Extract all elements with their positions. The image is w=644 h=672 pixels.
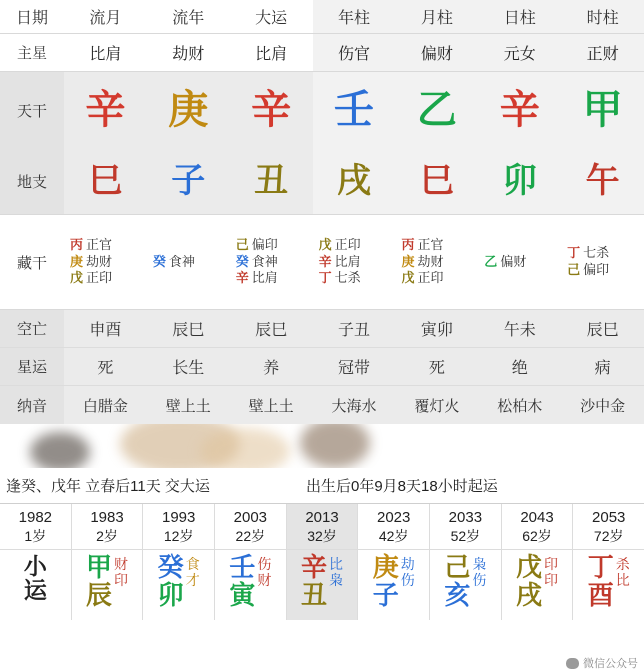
dayun-year-7: 2043: [520, 509, 554, 526]
dayun-ganzhi-char-8-0: 丁: [587, 552, 614, 583]
dayun-ganzhi-6: [444, 554, 470, 609]
zhuxing-cell-6: 正财: [561, 34, 644, 71]
canggan-shen-0-1: 劫财: [86, 253, 113, 269]
dayun-shishen-7: [544, 554, 558, 588]
dayun-column-1[interactable]: [72, 504, 144, 620]
xingyun-label: 星运: [0, 348, 64, 385]
dayun-body-1: [86, 550, 128, 620]
dayun-column-6[interactable]: [430, 504, 502, 620]
kongwang-cell-2: 辰巳: [255, 322, 288, 339]
xingyun-cell-1: 长生: [172, 360, 205, 377]
canggan-line-0-0: [70, 238, 143, 253]
dayun-body-2: [158, 550, 200, 620]
kongwang-label: 空亡: [0, 310, 64, 347]
dizhi-char-6: 午: [585, 162, 620, 200]
dayun-year-5: 2023: [377, 509, 411, 526]
dayun-ganzhi-char-5-1: 子: [372, 579, 399, 610]
xingyun-cell-3: 冠带: [338, 360, 371, 377]
canggan-label: 藏干: [16, 254, 47, 272]
canggan-line-4-1: [401, 255, 474, 270]
dayun-xiaoyun-label-0: 小 运: [23, 553, 47, 604]
dayun-shishen-char-2-1: 才: [185, 572, 200, 589]
canggan-shen-3-2: 七杀: [334, 270, 361, 286]
dayun-shishen-4: [329, 554, 343, 588]
canggan-gan-1-0: 癸: [152, 253, 166, 269]
xingyun-cell-6: 病: [594, 360, 611, 377]
nayin-cell-4: 覆灯火: [414, 397, 460, 415]
dayun-age-5: 42岁: [378, 527, 409, 544]
canggan-shen-3-0: 正印: [334, 236, 361, 252]
kongwang-cell-6: 辰巳: [586, 322, 619, 339]
kongwang-cell-0: 申酉: [89, 322, 122, 339]
canggan-gan-0-0: 丙: [70, 236, 84, 252]
dayun-shishen-char-5-0: 劫: [400, 556, 415, 573]
nayin-cell-1: 壁上土: [165, 397, 211, 415]
dayun-year-3: 2003: [233, 509, 268, 526]
kongwang-cell-4: 寅卯: [420, 322, 453, 339]
kongwang-row: [0, 310, 644, 348]
kongwang-cell-1: 辰巳: [172, 322, 205, 339]
canggan-gan-3-0: 戊: [318, 236, 332, 252]
xingyun-row: [0, 348, 644, 386]
dayun-age-4: 32岁: [307, 527, 337, 544]
dayun-ganzhi-1: [86, 554, 112, 609]
canggan-line-2-2: [236, 271, 309, 286]
canggan-line-5-0: [484, 255, 557, 270]
tiangan-cell-0: [64, 72, 147, 148]
kongwang-cell-3: 子丑: [338, 322, 371, 339]
dayun-ganzhi-char-2-0: 癸: [157, 552, 184, 583]
zhuxing-cell-0: 比肩: [89, 46, 122, 63]
nayin-cell-3: 大海水: [331, 397, 377, 415]
canggan-cell-4: [395, 215, 478, 309]
canggan-line-4-0: [401, 238, 474, 253]
tiangan-char-3: 壬: [334, 88, 374, 132]
tiangan-label: 天干: [0, 72, 64, 148]
canggan-gan-4-0: 丙: [401, 236, 415, 252]
canggan-cell-5: [478, 215, 561, 309]
xingyun-cell-5: 绝: [511, 360, 528, 377]
header-cell-2: 流年: [172, 10, 205, 27]
dayun-year-2: 1993: [161, 509, 196, 526]
dizhi-row: [0, 148, 644, 214]
canggan-shen-4-2: 正印: [417, 270, 444, 286]
dayun-column-7[interactable]: [502, 504, 574, 620]
footer-text: 微信公众号: [583, 658, 638, 670]
dayun-head-5: [377, 504, 410, 549]
dayun-shishen-char-6-1: 伤: [472, 572, 487, 589]
zhuxing-row: [0, 34, 644, 72]
dayun-year-8: 2053: [592, 509, 626, 526]
canggan-line-6-1: [567, 263, 640, 278]
xingyun-cell-2: 养: [263, 360, 280, 377]
dayun-age-6: 52岁: [450, 527, 481, 544]
dayun-age-7: 62岁: [522, 527, 552, 544]
dizhi-char-4: 巳: [419, 162, 454, 200]
tiangan-cell-2: [230, 72, 313, 148]
dayun-ganzhi-4: [301, 554, 327, 609]
canggan-line-1-0: [153, 255, 226, 270]
header-cell-1: 流月: [89, 10, 122, 27]
canggan-gan-2-0: 己: [235, 236, 249, 252]
dizhi-char-5: 卯: [502, 162, 537, 200]
note-right: 出生后0年9月8天18小时起运: [306, 478, 498, 495]
dayun-ganzhi-char-3-1: 寅: [229, 579, 256, 610]
dayun-ganzhi-2: [158, 554, 184, 609]
dayun-body-5: [373, 550, 415, 620]
dayun-shishen-1: [114, 554, 128, 588]
canggan-shen-4-0: 正官: [417, 236, 444, 252]
canggan-shen-0-0: 正官: [86, 236, 113, 252]
canggan-shen-2-1: 食神: [251, 253, 278, 269]
canggan-gan-4-2: 戊: [401, 270, 415, 286]
header-cell-6: 日柱: [478, 0, 561, 33]
zhuxing-label: 主星: [16, 45, 47, 62]
tiangan-cell-6: [561, 72, 644, 148]
dayun-shishen-char-3-1: 财: [257, 572, 272, 589]
dayun-ganzhi-char-1-0: 甲: [86, 552, 113, 583]
canggan-cell-6: [561, 215, 644, 309]
table-header-row: [0, 0, 644, 34]
nayin-cell-0: 白腊金: [82, 397, 128, 415]
dayun-year-0: 1982: [18, 509, 53, 526]
dayun-column-2[interactable]: [143, 504, 215, 620]
tiangan-char-2: 辛: [251, 88, 292, 132]
dayun-shishen-char-1-1: 印: [114, 572, 129, 589]
canggan-gan-0-2: 戊: [70, 270, 84, 286]
canggan-cell-1: [147, 215, 230, 309]
tiangan-cell-5: [478, 72, 561, 148]
nayin-label: 纳音: [0, 386, 64, 424]
dayun-head-0: [19, 504, 52, 549]
canggan-line-6-0: [567, 246, 640, 261]
canggan-gan-4-1: 庚: [401, 253, 415, 269]
dayun-ganzhi-8: [588, 554, 614, 609]
dizhi-char-1: 子: [171, 162, 206, 200]
canggan-shen-3-1: 比肩: [334, 253, 361, 269]
canggan-line-3-1: [319, 255, 392, 270]
dayun-shishen-2: [186, 554, 200, 588]
canggan-line-2-1: [236, 255, 309, 270]
dayun-body-8: [588, 550, 630, 620]
decorative-photo-strip: [0, 424, 644, 468]
dayun-year-6: 2033: [448, 509, 483, 526]
dizhi-char-3: 戌: [337, 162, 371, 200]
header-cell-7: 时柱: [561, 0, 644, 33]
dayun-shishen-char-1-0: 财: [114, 556, 129, 573]
tiangan-char-0: 辛: [85, 88, 126, 132]
zhuxing-cell-1: 劫财: [172, 46, 205, 63]
note-left: 逢癸、戊年 立春后11天 交大运: [6, 478, 210, 495]
canggan-gan-6-1: 己: [567, 262, 581, 277]
canggan-line-4-2: [401, 271, 474, 286]
dayun-ganzhi-5: [373, 554, 399, 609]
tiangan-char-5: 辛: [499, 88, 540, 132]
dayun-shishen-6: [472, 554, 486, 588]
tiangan-char-4: 乙: [416, 88, 457, 132]
dayun-shishen-char-2-0: 食: [185, 556, 200, 573]
zhuxing-cell-5: 元女: [478, 34, 561, 71]
dayun-shishen-char-7-0: 印: [544, 556, 559, 573]
nayin-cell-6: 沙中金: [580, 397, 626, 415]
dayun-ganzhi-char-8-1: 酉: [587, 579, 614, 610]
dayun-ganzhi-char-5-0: 庚: [372, 552, 399, 583]
dayun-head-6: [449, 504, 482, 549]
canggan-gan-5-0: 乙: [484, 253, 498, 269]
dayun-column-5[interactable]: [358, 504, 430, 620]
nayin-row: [0, 386, 644, 424]
dayun-column-8[interactable]: [573, 504, 644, 620]
canggan-gan-2-2: 辛: [235, 270, 249, 286]
canggan-cell-0: [64, 215, 147, 309]
dizhi-char-2: 丑: [254, 162, 289, 200]
dayun-shishen-char-4-0: 比: [329, 556, 344, 573]
dayun-shishen-char-8-1: 比: [615, 572, 630, 589]
dayun-shishen-char-5-1: 伤: [400, 572, 415, 589]
nayin-cell-5: 松柏木: [497, 397, 543, 415]
tiangan-cell-1: [147, 72, 230, 148]
dayun-ganzhi-char-2-1: 卯: [157, 579, 184, 610]
header-cell-5: 月柱: [395, 0, 478, 33]
zhuxing-cell-4: 偏财: [395, 34, 478, 71]
canggan-line-3-2: [319, 271, 392, 286]
dayun-column-4[interactable]: [287, 504, 359, 620]
canggan-shen-4-1: 劫财: [417, 253, 444, 269]
dayun-age-2: 12岁: [163, 527, 194, 544]
dayun-head-2: [162, 504, 195, 549]
canggan-row: [0, 214, 644, 310]
dayun-head-7: [520, 504, 553, 549]
dayun-year-4: 2013: [305, 509, 339, 526]
canggan-cell-3: [313, 215, 396, 309]
dizhi-cell-0: [64, 148, 147, 214]
dayun-shishen-char-6-0: 枭: [472, 556, 487, 573]
canggan-line-3-0: [319, 238, 392, 253]
tiangan-char-6: 甲: [582, 88, 623, 132]
canggan-shen-0-2: 正印: [86, 270, 113, 286]
dayun-body-0: [24, 550, 47, 620]
canggan-line-2-0: [236, 238, 309, 253]
footer: [0, 654, 644, 672]
dizhi-label: 地支: [0, 148, 64, 214]
dayun-body-6: [444, 550, 486, 620]
dayun-year-1: 1983: [90, 509, 124, 526]
header-cell-4: 年柱: [313, 0, 396, 33]
dayun-body-7: [516, 550, 558, 620]
xingyun-cell-4: 死: [428, 360, 445, 377]
dayun-ganzhi-char-6-1: 亥: [444, 579, 471, 610]
canggan-gan-0-1: 庚: [70, 253, 84, 269]
dayun-head-4: [305, 504, 338, 549]
tiangan-char-1: 庚: [168, 88, 209, 132]
tiangan-cell-3: [313, 72, 396, 148]
dayun-shishen-3: [257, 554, 271, 588]
canggan-shen-1-0: 食神: [168, 253, 195, 269]
dizhi-char-0: 巳: [88, 162, 123, 200]
dayun-shishen-char-4-1: 枭: [329, 572, 344, 589]
dayun-ganzhi-char-6-0: 己: [444, 552, 471, 583]
dayun-ganzhi-char-4-0: 辛: [301, 552, 328, 583]
canggan-line-0-2: [70, 271, 143, 286]
canggan-gan-3-1: 辛: [318, 253, 332, 269]
nayin-cell-2: 壁上土: [248, 397, 294, 415]
dayun-column-3[interactable]: [215, 504, 287, 620]
dayun-age-1: 2岁: [96, 527, 118, 544]
header-cell-0: 日期: [15, 10, 48, 27]
dayun-body-3: [229, 550, 271, 620]
canggan-gan-2-1: 癸: [235, 253, 249, 269]
dayun-column-0[interactable]: [0, 504, 72, 620]
dizhi-cell-6: [561, 148, 644, 214]
canggan-shen-6-1: 偏印: [583, 262, 610, 277]
dizhi-cell-3: [313, 148, 396, 214]
tiangan-cell-4: [395, 72, 478, 148]
dayun-shishen-char-7-1: 印: [544, 572, 559, 589]
dayun-head-3: [234, 504, 267, 549]
dayun-shishen-5: [401, 554, 415, 588]
dayun-ganzhi-7: [516, 554, 542, 609]
dayun-ganzhi-char-7-1: 戌: [516, 579, 543, 610]
dayun-ganzhi-char-1-1: 辰: [86, 579, 113, 610]
xingyun-cell-0: 死: [97, 360, 114, 377]
canggan-shen-2-2: 比肩: [251, 270, 278, 286]
canggan-gan-6-0: 丁: [567, 245, 581, 261]
zhuxing-cell-2: 比肩: [255, 46, 288, 63]
dayun-age-3: 22岁: [235, 527, 266, 544]
wechat-icon: [566, 658, 579, 669]
tiangan-row: [0, 72, 644, 148]
dayun-age-0: 1岁: [24, 527, 47, 544]
zhuxing-cell-3: 伤官: [313, 34, 396, 71]
luck-start-note: [0, 468, 644, 504]
canggan-line-0-1: [70, 255, 143, 270]
canggan-shen-5-0: 偏财: [500, 253, 527, 269]
dayun-ganzhi-char-7-0: 戊: [516, 552, 543, 583]
dayun-body-4: [301, 550, 343, 620]
dayun-ganzhi-3: [229, 554, 255, 609]
canggan-shen-2-0: 偏印: [251, 236, 278, 252]
header-cell-3: 大运: [255, 10, 288, 27]
dayun-age-8: 72岁: [593, 527, 624, 544]
dizhi-cell-5: [478, 148, 561, 214]
dizhi-cell-4: [395, 148, 478, 214]
dayun-table: [0, 504, 644, 620]
dayun-shishen-8: [616, 554, 630, 588]
dayun-head-1: [90, 504, 123, 549]
dizhi-cell-1: [147, 148, 230, 214]
dayun-ganzhi-char-4-1: 丑: [301, 579, 328, 610]
dayun-shishen-char-3-0: 伤: [257, 556, 272, 573]
dayun-ganzhi-char-3-0: 壬: [229, 552, 256, 583]
dizhi-cell-2: [230, 148, 313, 214]
dayun-shishen-char-8-0: 杀: [615, 556, 630, 573]
canggan-gan-3-2: 丁: [318, 270, 332, 286]
dayun-head-8: [592, 504, 625, 549]
canggan-shen-6-0: 七杀: [583, 245, 610, 261]
kongwang-cell-5: 午未: [503, 322, 536, 339]
canggan-cell-2: [230, 215, 313, 309]
